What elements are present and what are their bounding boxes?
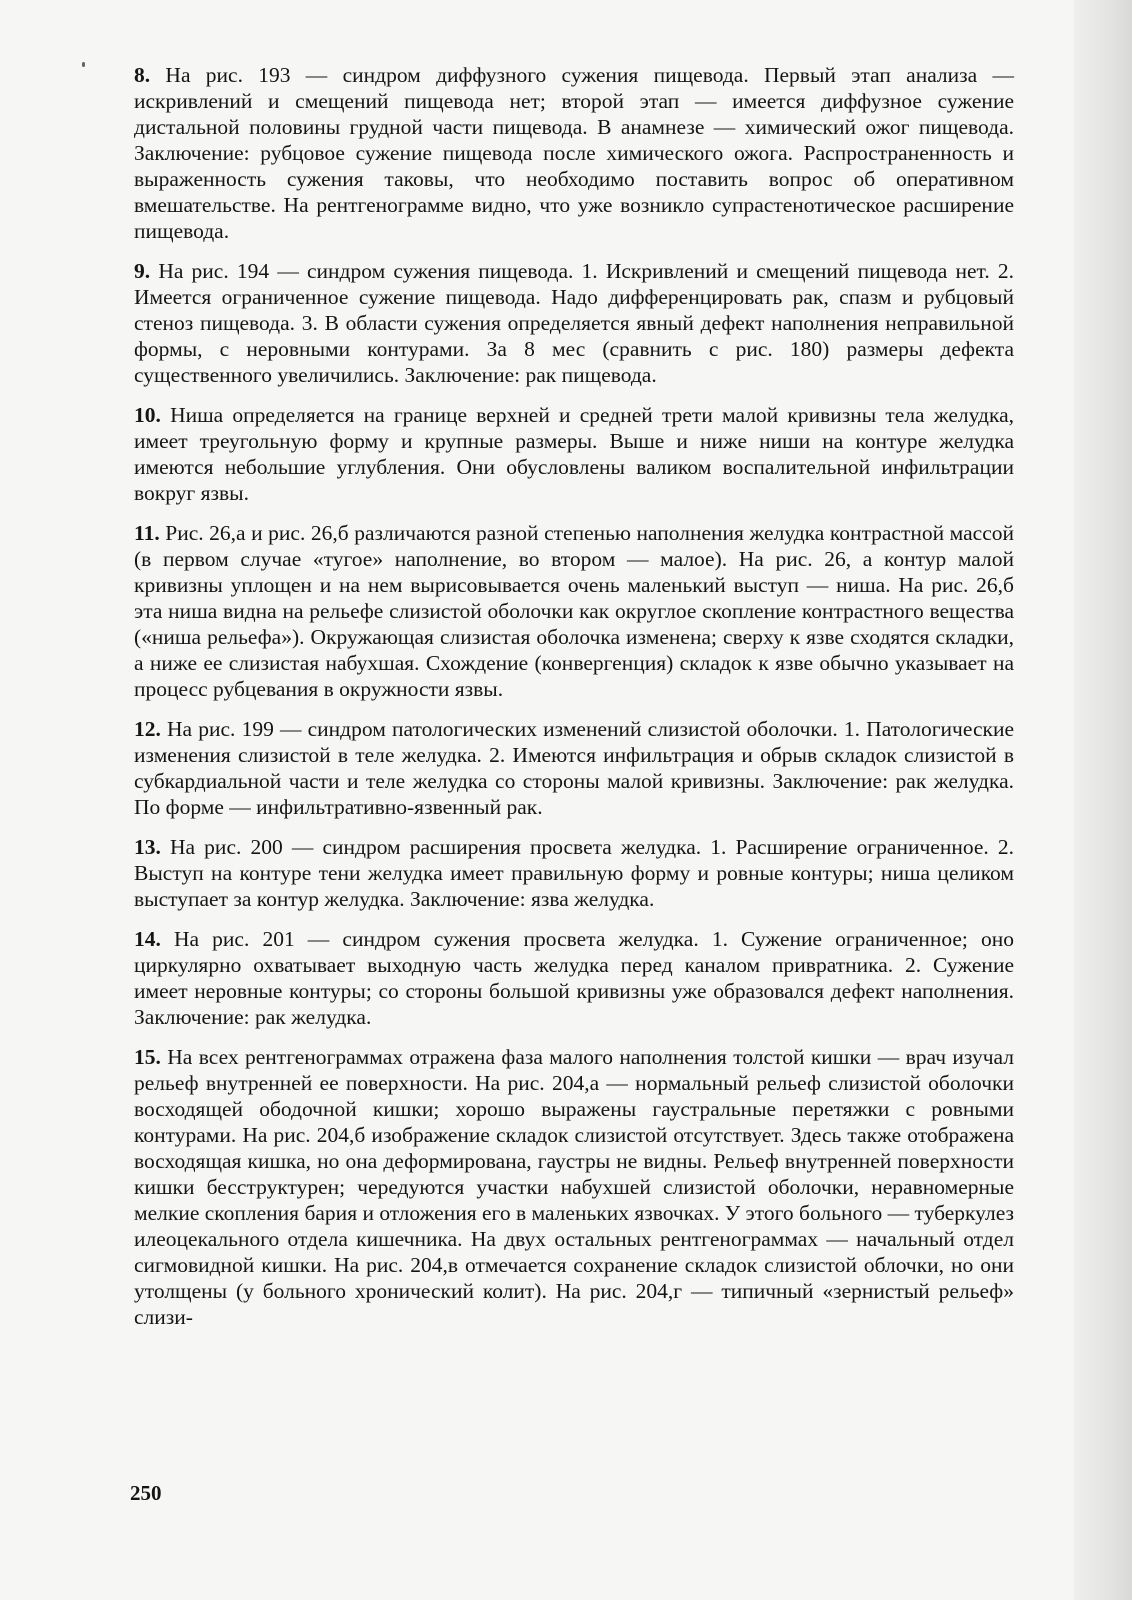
paragraph-number: 14. <box>134 927 161 951</box>
paragraph-text: На рис. 193 — синдром диффузного сужения пищевода. Первый этап анализа — искривлений и смещений пищевода нет; второй этап — имеется диффузное сужение дистальной половины грудной части пищевода. В анамнезе — химический ожог пищевода. Заключение: рубцовое сужение пищевода после химического ожога. Распространенность и выраженность сужения таковы, что необходимо поставить вопрос об оперативном вмешательстве. На рентгенограмме видно, что уже возникло супрастенотическое расширение пищевода. <box>134 63 1014 243</box>
paragraph-number: 10. <box>134 403 161 427</box>
paragraph-text: На всех рентгенограммах отражена фаза малого наполнения толстой кишки — врач изучал рельеф внутренней ее поверхности. На рис. 204,а — нормальный рельеф слизистой оболочки восходящей ободочной кишки; хорошо выражены гаустральные перетяжки с ровными контурами. На рис. 204,б изображение складок слизистой отсутствует. Здесь также отображена восходящая кишка, но она деформирована, гаустры не видны. Рельеф внутренней поверхности кишки бесструктурен; чередуются участки набухшей слизистой оболочки, неравномерные мелкие скопления бария и отложения его в маленьких язвочках. У этого больного — туберкулез илеоцекального отдела кишечника. На двух остальных рентгенограммах — начальный отдел сигмовидной кишки. На рис. 204,в отмечается сохранение складок слизистой облочки, но они утолщены (у больного хронический колит). На рис. 204,г — типичный «зернистый рельеф» слизи- <box>134 1045 1014 1329</box>
paragraph-number: 11. <box>134 521 160 545</box>
paragraph-number: 12. <box>134 717 161 741</box>
page-number: 250 <box>130 1481 162 1505</box>
paragraph-number: 8. <box>134 63 151 87</box>
paragraph-text: На рис. 201 — синдром сужения просвета желудка. 1. Сужение ограниченное; оно циркулярно охватывает выходную часть желудка перед каналом привратника. 2. Сужение имеет неровные контуры; со стороны большой кривизны уже образовался дефект наполнения. Заключение: рак желудка. <box>134 927 1014 1029</box>
page-edge-shadow <box>1074 0 1132 1600</box>
paragraph-9 <box>134 258 1014 388</box>
paragraph-11 <box>134 520 1014 702</box>
paragraph-15 <box>134 1044 1014 1330</box>
scan-speck <box>82 62 85 67</box>
paragraph-13 <box>134 834 1014 912</box>
paragraph-text: Рис. 26,а и рис. 26,б различаются разной степенью наполнения желудка контрастной массой (в первом случае «тугое» наполнение, во втором — малое). На рис. 26, а контур малой кривизны уплощен и на нем вырисовывается очень маленький выступ — ниша. На рис. 26,б эта ниша видна на рельефе слизистой оболочки как округлое скопление контрастного вещества («ниша рельефа»). Окружающая слизистая оболочка изменена; сверху к язве сходятся складки, а ниже ее слизистая набухшая. Схождение (конвергенция) складок к язве обычно указывает на процесс рубцевания в окружности язвы. <box>134 521 1014 701</box>
paragraph-12 <box>134 716 1014 820</box>
paragraph-number: 15. <box>134 1045 161 1069</box>
page-body <box>134 62 1014 1344</box>
paragraph-10 <box>134 402 1014 506</box>
paragraph-text: На рис. 199 — синдром патологических изменений слизистой оболочки. 1. Патологические изменения слизистой в теле желудка. 2. Имеются инфильтрация и обрыв складок слизистой в субкардиальной части и теле желудка со стороны малой кривизны. Заключение: рак желудка. По форме — инфильтративно-язвенный рак. <box>134 717 1014 819</box>
paragraph-number: 13. <box>134 835 161 859</box>
paragraph-text: На рис. 200 — синдром расширения просвета желудка. 1. Расширение ограниченное. 2. Выступ на контуре тени желудка имеет правильную форму и ровные контуры; ниша целиком выступает за контур желудка. Заключение: язва желудка. <box>134 835 1015 911</box>
paragraph-8 <box>134 62 1014 244</box>
paragraph-number: 9. <box>134 259 151 283</box>
paragraph-14 <box>134 926 1014 1030</box>
paragraph-text: Ниша определяется на границе верхней и средней трети малой кривизны тела желудка, имеет треугольную форму и крупные размеры. Выше и ниже ниши на контуре желудка имеются небольшие углубления. Они обусловлены валиком воспалительной инфильтрации вокруг язвы. <box>134 403 1015 505</box>
paragraph-text: На рис. 194 — синдром сужения пищевода. 1. Искривлений и смещений пищевода нет. 2. Имеется ограниченное сужение пищевода. Надо дифференцировать рак, спазм и рубцовый стеноз пищевода. 3. В области сужения определяется явный дефект наполнения неправильной формы, с неровными контурами. За 8 мес (сравнить с рис. 180) размеры дефекта существенного увеличились. Заключение: рак пищевода. <box>134 259 1015 387</box>
